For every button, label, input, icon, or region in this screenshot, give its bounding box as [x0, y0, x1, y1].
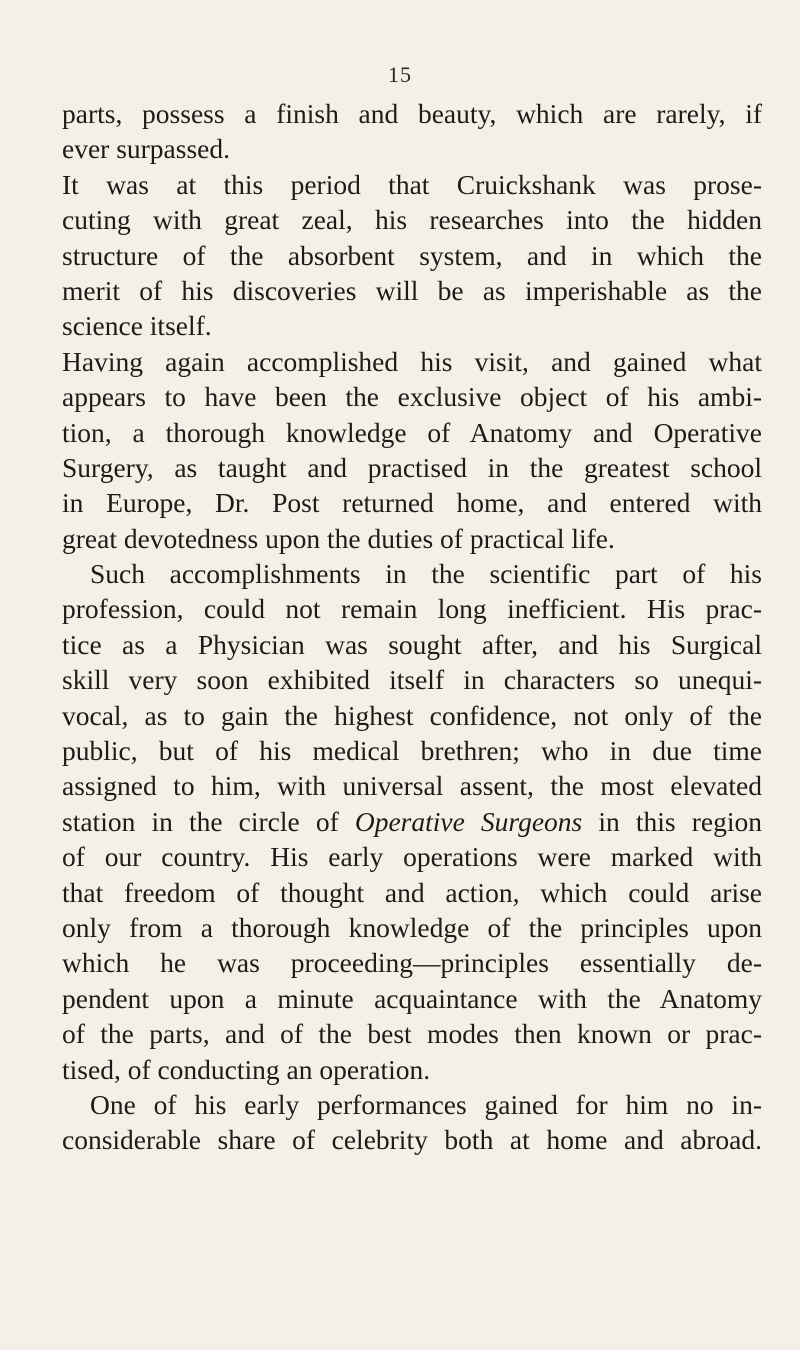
text-line: great devotedness upon the duties of practical life.	[62, 522, 615, 554]
text-line: profession, could not remain long inefficient. His prac-	[62, 593, 762, 625]
text-line: It was at this period that Cruickshank was prose-	[62, 168, 762, 200]
text-line: pendent upon a minute acquaintance with the Anatomy	[62, 982, 762, 1014]
text-line: science itself.	[62, 310, 212, 342]
text-line: in Europe, Dr. Post returned home, and entered with	[62, 487, 762, 519]
text-line: tion, a thorough knowledge of Anatomy and Operative	[62, 416, 762, 448]
text-line: tised, of conducting an operation.	[62, 1053, 431, 1085]
text-line: skill very soon exhibited itself in characters so unequi-	[62, 664, 762, 696]
text-line: One of his early performances gained for him no in-	[90, 1088, 762, 1120]
body-text	[62, 96, 762, 1158]
text-line: cuting with great zeal, his researches into the hidden	[62, 204, 762, 236]
text-line: structure of the absorbent system, and in which the	[62, 239, 762, 271]
page-number: 15	[388, 62, 412, 87]
text-line: public, but of his medical brethren; who in due time	[62, 735, 762, 767]
text-line: that freedom of thought and action, which could arise	[62, 876, 762, 908]
text-line: of our country. His early operations were marked with	[62, 841, 762, 873]
text-line: Such accomplishments in the scientific part of his	[90, 558, 762, 590]
text-line: Surgery, as taught and practised in the greatest school	[62, 451, 762, 483]
text-line: assigned to him, with universal assent, the most elevated	[62, 770, 762, 802]
text-segment: in this region	[582, 805, 762, 837]
text-line: of the parts, and of the best modes then known or prac-	[62, 1018, 762, 1050]
text-line: vocal, as to gain the highest confidence, not only of the	[62, 699, 762, 731]
text-line: which he was proceeding—principles essentially de-	[62, 947, 762, 979]
italic-phrase: Operative Surgeons	[354, 805, 583, 837]
text-line: tice as a Physician was sought after, and his Surgical	[62, 628, 762, 660]
text-segment: station in the circle of	[62, 805, 355, 837]
text-line: ever surpassed.	[62, 133, 230, 165]
text-line: Having again accomplished his visit, and gained what	[62, 345, 762, 377]
text-line: parts, possess a finish and beauty, which are rarely, if	[62, 98, 762, 129]
text-line: appears to have been the exclusive object of his ambi-	[62, 381, 762, 413]
text-line: merit of his discoveries will be as imperishable as the	[62, 274, 762, 306]
text-line: considerable share of celebrity both at home and abroad.	[62, 1124, 762, 1156]
text-line: only from a thorough knowledge of the principles upon	[62, 911, 762, 943]
text-line	[62, 804, 762, 839]
